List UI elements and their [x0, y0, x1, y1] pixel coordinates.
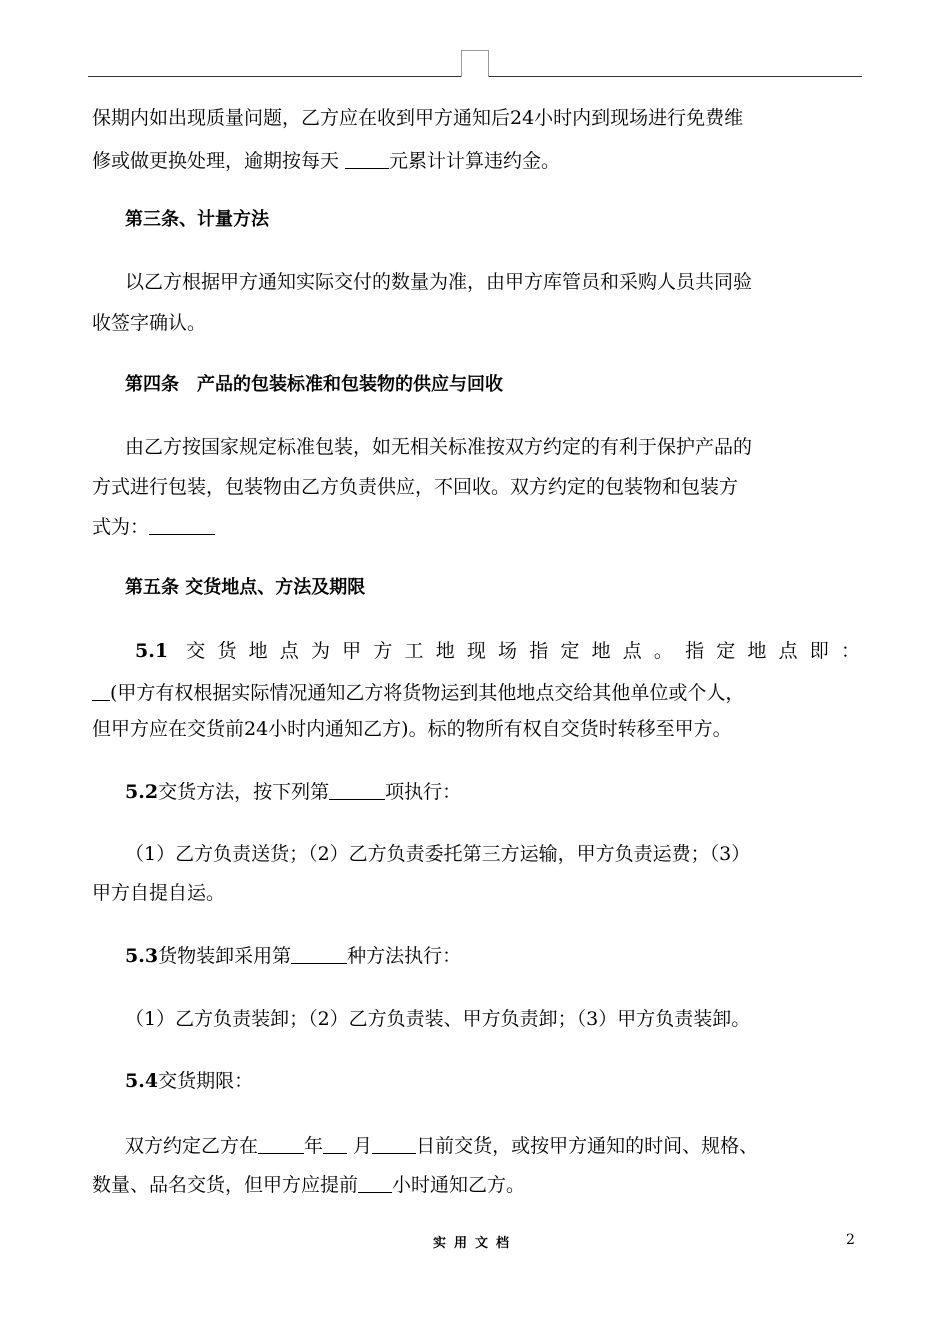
- footer-label: 实用文档: [432, 1236, 517, 1251]
- clause-5-4-line: 5.4交货期限：: [125, 1070, 254, 1092]
- paragraph-line: 双方约定乙方在 年 月 日前交货，或按甲方通知的时间、规格、: [125, 1135, 759, 1157]
- blank-month[interactable]: [323, 1133, 347, 1154]
- paragraph-line: 修或做更换处理，逾期按每天 元累计计算违约金。: [92, 150, 561, 172]
- blank-penalty-amount[interactable]: [345, 148, 389, 169]
- blank-delivery-location[interactable]: [92, 680, 110, 701]
- clause-5-1-line: 5.1 交货地点为甲方工地现场指定地点。指定地点即：: [135, 640, 860, 662]
- paragraph-line: 甲方自提自运。: [92, 882, 226, 904]
- page-number: 2: [846, 1232, 855, 1248]
- paragraph-line: 式为：: [92, 514, 864, 539]
- clause-5-2-line: 5.2交货方法，按下列第 项执行：: [125, 781, 462, 803]
- paragraph-line: 但甲方应在交货前24小时内通知乙方)。标的物所有权自交货时转移至甲方。: [92, 718, 732, 740]
- section-heading-3: 第三条、计量方法: [125, 209, 269, 230]
- section-heading-5: 第五条 交货地点、方法及期限: [125, 577, 366, 598]
- paragraph-line: （1）乙方负责送货；（2）乙方负责委托第三方运输，甲方负责运费；（3）: [125, 843, 751, 865]
- section-heading-4: 第四条 产品的包装标准和包装物的供应与回收: [125, 374, 503, 395]
- paragraph-line: 数量、品名交货，但甲方应提前 小时通知乙方。: [92, 1174, 526, 1196]
- paragraph-line: (甲方有权根据实际情况通知乙方将货物运到其他地点交给其他单位或个人，: [92, 680, 864, 705]
- blank-year[interactable]: [258, 1133, 304, 1154]
- paragraph-line: 收签字确认。: [92, 312, 207, 334]
- paragraph-line: （1）乙方负责装卸；（2）乙方负责装、甲方负责卸；（3）甲方负责装卸。: [125, 1008, 751, 1030]
- header-tab-box: [461, 50, 489, 77]
- blank-delivery-method[interactable]: [329, 779, 385, 800]
- blank-notice-hours[interactable]: [358, 1172, 392, 1193]
- blank-day[interactable]: [372, 1133, 416, 1154]
- blank-packaging[interactable]: [149, 514, 215, 535]
- blank-loading-method[interactable]: [291, 943, 347, 964]
- paragraph-line: 方式进行包装，包装物由乙方负责供应，不回收。双方约定的包装物和包装方: [92, 476, 739, 498]
- paragraph-line: 保期内如出现质量问题，乙方应在收到甲方通知后24小时内到现场进行免费维: [92, 107, 744, 129]
- paragraph-line: 由乙方按国家规定标准包装，如无相关标准按双方约定的有利于保护产品的: [125, 436, 753, 458]
- paragraph-line: 以乙方根据甲方通知实际交付的数量为准，由甲方库管员和采购人员共同验: [125, 271, 753, 293]
- clause-5-3-line: 5.3货物装卸采用第 种方法执行：: [125, 945, 462, 967]
